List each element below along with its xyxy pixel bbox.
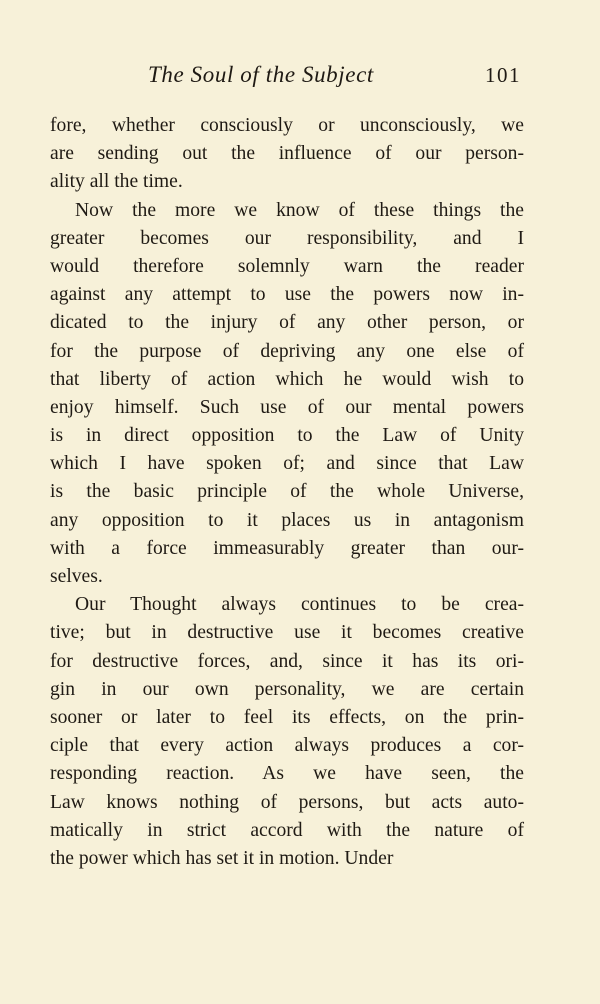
text-line: for the purpose of depriving any one else of	[50, 340, 524, 362]
text-line: is in direct opposition to the Law of Unity	[50, 425, 524, 447]
text-line: any opposition to it places us in antagonism	[50, 509, 524, 531]
text-line: responding reaction. As we have seen, the	[50, 763, 524, 785]
text-line: for destructive forces, and, since it has its ori-	[50, 650, 524, 672]
text-line: matically in strict accord with the nature of	[50, 819, 524, 841]
paragraph	[50, 591, 524, 873]
text-line: fore, whether consciously or unconsciously, we	[50, 115, 524, 136]
text-line: ciple that every action always produces a cor-	[50, 735, 524, 757]
text-line: against any attempt to use the powers now in-	[50, 284, 524, 306]
running-head	[0, 62, 600, 92]
text-line: Our Thought always continues to be crea-	[75, 594, 524, 616]
text-line: gin in our own personality, we are certain	[50, 678, 524, 700]
page-number: 101	[485, 63, 521, 87]
text-line: enjoy himself. Such use of our mental powers	[50, 396, 524, 418]
text-line: the power which has set it in motion. Under	[50, 847, 394, 869]
text-line: Now the more we know of these things the	[75, 199, 524, 221]
paragraph	[50, 112, 524, 197]
text-line: which I have spoken of; and since that Law	[50, 453, 524, 475]
text-line: are sending out the influence of our person-	[50, 143, 524, 165]
text-line: Law knows nothing of persons, but acts auto-	[50, 791, 524, 813]
text-line: sooner or later to feel its effects, on the prin-	[50, 706, 524, 728]
text-line: greater becomes our responsibility, and I	[50, 227, 524, 249]
text-line: ality all the time.	[50, 171, 183, 193]
text-line: dicated to the injury of any other person, or	[50, 312, 524, 334]
running-title: The Soul of the Subject	[148, 62, 374, 87]
paragraph	[50, 197, 524, 592]
text-line: would therefore solemnly warn the reader	[50, 255, 524, 277]
text-line: selves.	[50, 566, 103, 587]
text-line: with a force immeasurably greater than our-	[50, 537, 524, 559]
text-line: tive; but in destructive use it becomes creative	[50, 622, 524, 644]
body-text	[50, 112, 524, 873]
text-line: is the basic principle of the whole Universe,	[50, 481, 524, 503]
text-line: that liberty of action which he would wish to	[50, 368, 524, 390]
